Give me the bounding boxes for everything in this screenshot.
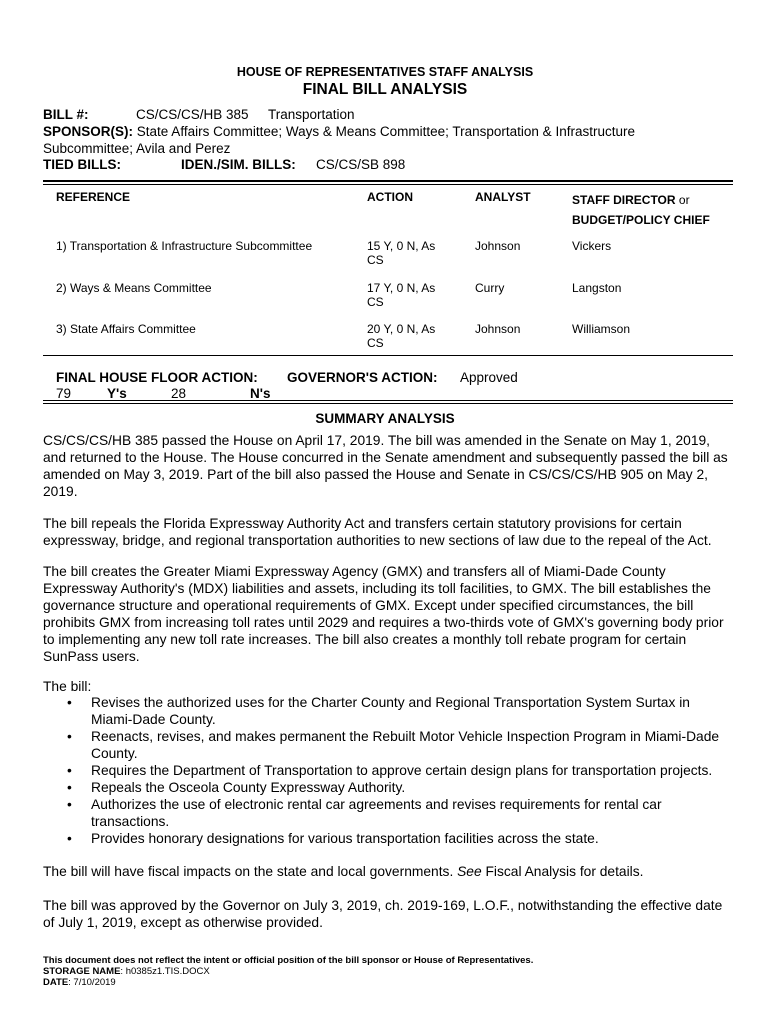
document-title: FINAL BILL ANALYSIS (302, 81, 468, 98)
row-action-line2: CS (367, 253, 384, 267)
bullet-icon: • (67, 729, 72, 744)
bill-label: BILL #: (43, 107, 89, 122)
col-header-director-part1: STAFF DIRECTOR (572, 193, 676, 207)
sponsor-label: SPONSOR(S): (43, 124, 134, 139)
fiscal-text-after: Fiscal Analysis for details. (481, 864, 644, 879)
iden-sim-value: CS/CS/SB 898 (316, 157, 406, 172)
referral-table-header (56, 190, 736, 230)
final-floor-action-text: FINAL HOUSE FLOOR ACTION: (56, 370, 258, 385)
footer-storage-name (43, 966, 210, 977)
yeas-label: Y's (107, 386, 127, 401)
bill-number-line (43, 106, 733, 123)
row-action (367, 239, 435, 267)
row-action (367, 322, 435, 350)
storage-label: STORAGE NAME (43, 966, 121, 977)
row-action (367, 281, 435, 309)
sponsor-value: State Affairs Committee; Ways & Means Committee; Transportation & Infrastructure (136, 124, 635, 139)
summary-paragraph-4: The bill: (43, 679, 92, 694)
tied-bills-label: TIED BILLS: (43, 157, 121, 172)
list-item-text: Authorizes the use of electronic rental car agreements and revises requirements for rental car transactions. (91, 797, 662, 829)
list-item (43, 728, 733, 762)
floor-bottom-rule-2 (43, 403, 733, 404)
sponsor-line2: Subcommittee; Avila and Perez (43, 141, 231, 156)
table-top-rule (43, 180, 733, 182)
row-reference: 2) Ways & Means Committee (56, 281, 212, 295)
floor-bottom-rule (43, 400, 733, 401)
document-header-line1: HOUSE OF REPRESENTATIVES STAFF ANALYSIS (236, 65, 534, 79)
table-top-rule-thin (43, 184, 733, 185)
table-row (56, 322, 736, 356)
row-action-line1: 15 Y, 0 N, As (367, 239, 436, 253)
col-header-action: ACTION (367, 190, 413, 204)
row-analyst: Curry (475, 281, 505, 295)
yeas-count: 79 (56, 386, 72, 401)
summary-paragraph-5 (43, 863, 733, 880)
date-label: DATE (43, 977, 69, 988)
row-reference: 3) State Affairs Committee (56, 322, 196, 336)
bill-number: CS/CS/CS/HB 385 (136, 107, 249, 122)
nays-count: 28 (171, 386, 187, 401)
list-item-text: Provides honorary designations for various transportation facilities across the state. (91, 831, 599, 846)
footer-date (43, 977, 116, 988)
summary-paragraph-6: The bill was approved by the Governor on July 3, 2019, ch. 2019-169, L.O.F., notwithstanding the effective date of July 1, 2019, except as otherwise provided. (43, 898, 723, 930)
fiscal-text-before: The bill will have fiscal impacts on the state and local governments. (43, 864, 458, 879)
nays-label: N's (250, 386, 271, 401)
list-item (43, 694, 733, 728)
summary-paragraph-1: CS/CS/CS/HB 385 passed the House on April 17, 2019. The bill was amended in the Senate on May 1, 2019, and returned to the House. The House concurred in the Senate amendment and subsequently passed the bill as amended on May 3, 2019. Part of the bill also passed the House and Senate in CS/CS/CS/HB 905 on May 2, 2019. (43, 433, 728, 499)
col-header-director-or: or (678, 193, 690, 207)
list-item-text: Repeals the Osceola County Expressway Authority. (91, 780, 406, 795)
row-analyst: Johnson (475, 322, 521, 336)
row-director: Williamson (572, 322, 631, 336)
summary-title: SUMMARY ANALYSIS (315, 411, 455, 426)
date-value: : 7/10/2019 (68, 977, 116, 988)
list-item (43, 779, 733, 796)
row-action-line2: CS (367, 295, 384, 309)
bullet-icon: • (67, 780, 72, 795)
sponsor-line (43, 123, 733, 140)
col-header-director-part2: BUDGET/POLICY CHIEF (572, 213, 710, 227)
list-item-text: Revises the authorized uses for the Charter County and Regional Transportation System Surtax in Miami-Dade County. (91, 695, 690, 727)
storage-value: : h0385z1.TIS.DOCX (120, 966, 210, 977)
col-header-analyst: ANALYST (475, 190, 531, 204)
iden-sim-label: IDEN./SIM. BILLS: (181, 157, 296, 172)
list-item-text: Requires the Department of Transportation to approve certain design plans for transportation projects. (91, 763, 713, 778)
bullet-icon: • (67, 831, 72, 846)
bullet-icon: • (67, 763, 72, 778)
tied-bills-line (43, 156, 733, 173)
governor-action-label (287, 370, 437, 385)
summary-paragraph-2: The bill repeals the Florida Expressway Authority Act and transfers certain statutory provisions for certain expressway, bridge, and regional transportation authorities to new sections of law due to the repeal of the Act. (43, 516, 712, 548)
list-item (43, 830, 733, 847)
fiscal-text-italic: See (457, 864, 482, 879)
list-item (43, 762, 733, 779)
row-reference: 1) Transportation & Infrastructure Subcommittee (56, 239, 313, 253)
row-action-line2: CS (367, 336, 384, 350)
col-header-director (572, 190, 710, 230)
list-item-text: Reenacts, revises, and makes permanent the Rebuilt Motor Vehicle Inspection Program in Miami-Dade County. (91, 729, 720, 761)
governor-action-text: GOVERNOR'S ACTION: (287, 370, 438, 385)
summary-bullet-list (43, 694, 733, 847)
row-director: Langston (572, 281, 622, 295)
row-action-line1: 17 Y, 0 N, As (367, 281, 436, 295)
final-floor-action-label (56, 370, 258, 385)
row-director: Vickers (572, 239, 612, 253)
row-action-line1: 20 Y, 0 N, As (367, 322, 436, 336)
bullet-icon: • (67, 695, 72, 710)
table-bottom-rule (43, 355, 733, 356)
bill-subject: Transportation (268, 107, 355, 122)
summary-paragraph-3: The bill creates the Greater Miami Expressway Agency (GMX) and transfers all of Miami-Dade County Expressway Authority's (MDX) liabilities and assets, including its toll facilities, to GMX. The bill establishes the governance structure and operational requirements of GMX. Except under specified circumstances, the bill prohibits GMX from increasing toll rates until 2029 and requires a two-thirds vote of GMX's governing body prior to implementing any new toll rate increases. The bill also creates a monthly toll rebate program for certain SunPass users. (43, 564, 724, 664)
footer-disclaimer: This document does not reflect the intent or official position of the bill sponsor or House of Representatives. (43, 955, 534, 966)
table-row (56, 281, 736, 315)
row-analyst: Johnson (475, 239, 521, 253)
list-item (43, 796, 733, 830)
table-row (56, 239, 736, 273)
bullet-icon: • (67, 797, 72, 812)
col-header-reference: REFERENCE (56, 190, 131, 204)
governor-action-value: Approved (460, 370, 518, 385)
